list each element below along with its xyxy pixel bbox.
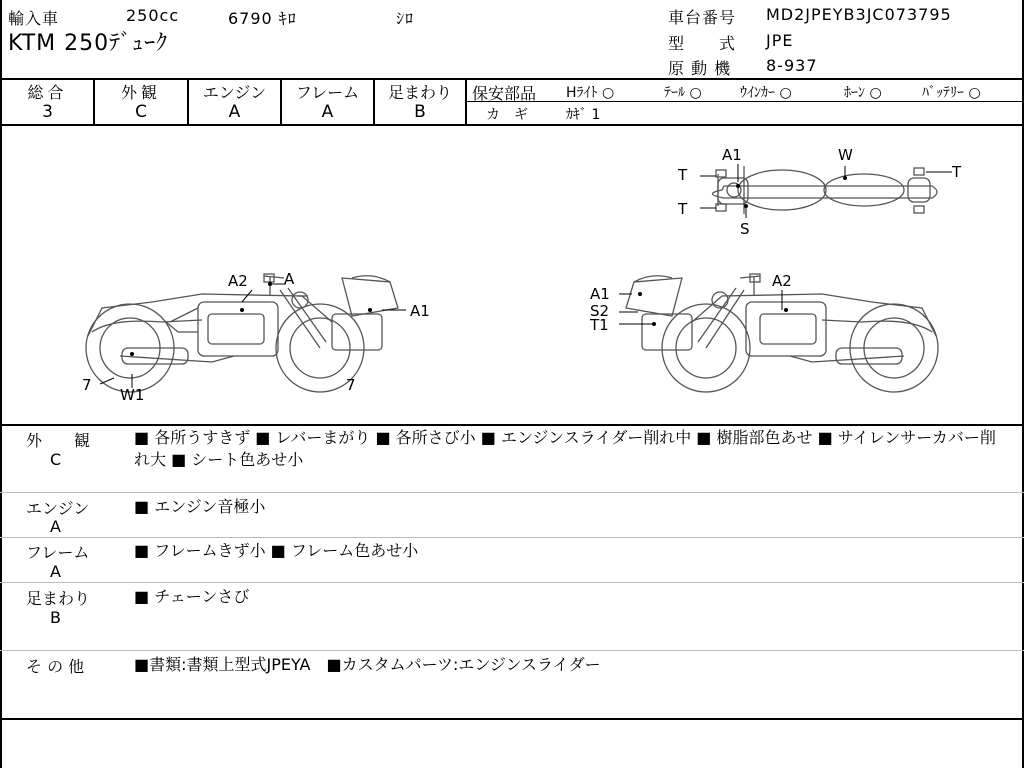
right-label-a2: A2 [772, 272, 792, 290]
grade-label-overall: 総合 [27, 83, 68, 102]
top-label-w: W [838, 146, 853, 164]
rule-remarks-bottom [0, 718, 1024, 720]
color: ｼﾛ [396, 9, 415, 28]
key-value: ｶｷﾞ 1 [566, 107, 601, 123]
top-label-t-lower: T [678, 200, 688, 218]
key-label: カ ギ [486, 107, 528, 123]
displacement: 250cc [126, 6, 180, 25]
import-label: 輸入車 [8, 9, 60, 28]
grade-label-frame: フレーム [295, 83, 360, 102]
top-label-a1: A1 [722, 146, 742, 164]
grade-value-engine: A [228, 102, 241, 122]
rule-remarks-frame [0, 537, 1024, 538]
remark-label-other: そ の 他 [26, 657, 85, 676]
grade-label-exterior: 外観 [120, 83, 161, 102]
grade-value-suspension: B [414, 102, 426, 122]
bike-right-side-view [292, 274, 938, 392]
rule-remarks-engine [0, 492, 1024, 493]
left-label-a1: A1 [410, 302, 430, 320]
left-label-7-rear: 7 [346, 376, 356, 394]
remark-label-frame: フレーム [26, 543, 90, 562]
grade-value-exterior: C [135, 102, 147, 122]
left-label-a: A [284, 270, 295, 288]
remark-grade-frame: A [50, 562, 61, 581]
frame-number-label: 車台番号 [668, 8, 737, 27]
rule-remarks-top [0, 424, 1024, 426]
mileage: 6790 ｷﾛ [228, 9, 297, 28]
top-label-t-rear: T [952, 163, 962, 181]
engine-value: 8-937 [766, 56, 818, 75]
grade-divider-5 [465, 78, 467, 126]
remark-label-suspension: 足まわり [26, 589, 91, 608]
remark-text-frame: ■ フレームきず小 ■ フレーム色あせ小 [134, 541, 419, 560]
remark-label-engine: エンジン [26, 499, 90, 518]
remark-text-suspension: ■ チェーンさび [134, 587, 250, 606]
remark-text-engine: ■ エンジン音極小 [134, 497, 266, 516]
grade-label-suspension: 足まわり [387, 83, 452, 102]
remark-label-exterior: 外 観 [26, 431, 91, 450]
grade-label-engine: エンジン [202, 83, 267, 102]
rule-remarks-suspension [0, 582, 1024, 583]
left-label-a2: A2 [228, 272, 248, 290]
remark-text-exterior: ■ 各所うすきず ■ レバーまがり ■ 各所さび小 ■ エンジンスライダー削れ中 ■ 樹脂部色あせ ■ サイレンサーカバー削れ大 ■ シート色あせ小 [134, 428, 996, 469]
type-value: JPE [766, 31, 794, 50]
damage-diagram [2, 126, 1022, 422]
right-label-t1: T1 [590, 316, 609, 334]
left-label-w1: W1 [120, 386, 145, 404]
remark-grade-exterior: C [50, 450, 62, 469]
safety-item-battery: ﾊﾞｯﾃﾘｰ ○ [922, 85, 981, 101]
remark-text-other: ■書類:書類上型式JPEYA ■カスタムパーツ:エンジンスライダー [134, 655, 601, 674]
grade-value-overall: 3 [42, 102, 53, 122]
bike-left-side-view [86, 274, 398, 392]
top-label-t-upper: T [678, 166, 688, 184]
top-label-s: S [740, 220, 750, 238]
safety-item-tail: ﾃｰﾙ ○ [664, 85, 702, 101]
rule-remarks-other [0, 650, 1024, 651]
engine-label: 原 動 機 [668, 59, 732, 78]
right-label-a1: A1 [590, 285, 610, 303]
grade-value-frame: A [321, 102, 334, 122]
frame-number: MD2JPEYB3JC073795 [766, 5, 952, 24]
safety-item-horn: ﾎｰﾝ ○ [844, 85, 882, 101]
safety-parts-label: 保安部品 [472, 84, 537, 103]
safety-item-headlight: Hﾗｲﾄ ○ [566, 85, 615, 101]
model-name: KTM 250ﾃﾞｭｰｸ [8, 31, 169, 56]
remark-grade-engine: A [50, 517, 61, 536]
type-label: 型 式 [668, 34, 737, 53]
left-label-7-front: 7 [82, 376, 92, 394]
remark-grade-suspension: B [50, 608, 61, 627]
right-label-s2: S2 [590, 302, 610, 320]
safety-item-winker: ｳｲﾝｶｰ ○ [740, 85, 792, 101]
